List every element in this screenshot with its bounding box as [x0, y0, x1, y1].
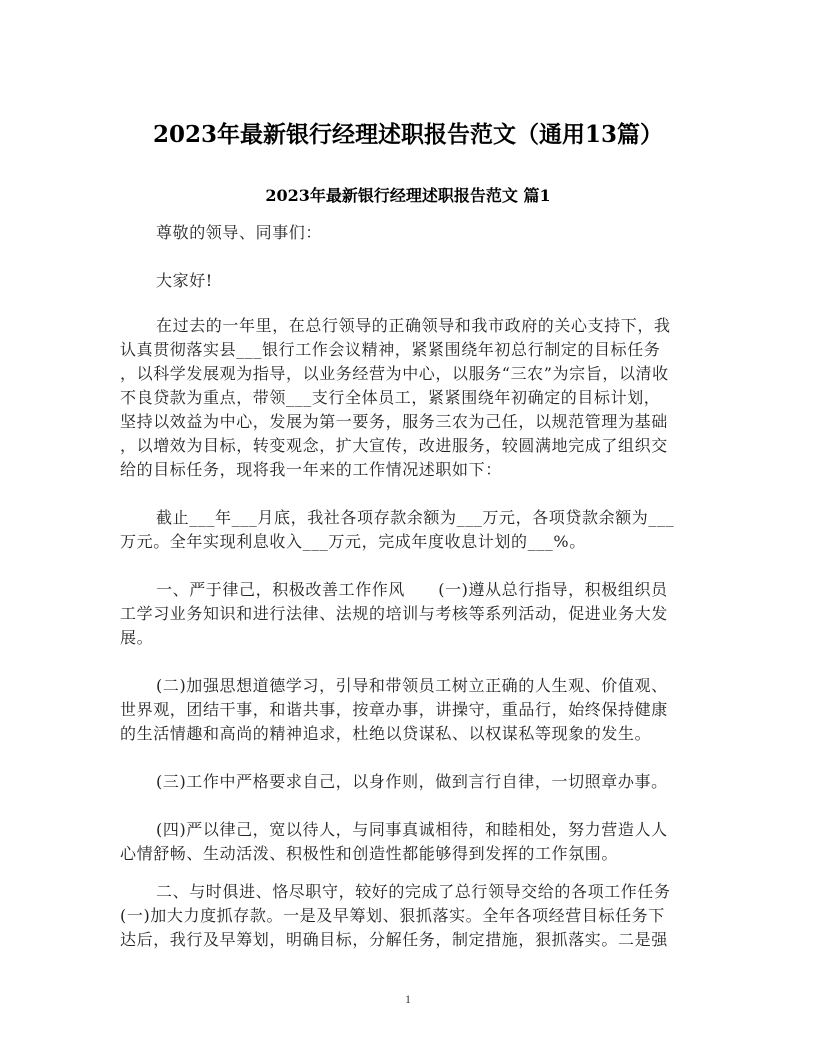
section-title: 2023年最新银行经理述职报告范文 篇1	[265, 186, 551, 205]
paragraph-line: (二)加强思想道德学习，引导和带领员工树立正确的人生观、价值观、	[156, 676, 668, 695]
paragraph-line: 二、与时俱进、恪尽职守，较好的完成了总行领导交给的各项工作任务	[156, 882, 671, 901]
paragraph-salutation: 尊敬的领导、同事们：	[156, 223, 323, 242]
paragraph-line: 不良贷款为重点，带领___支行全体员工，紧紧围绕年初确定的目标计划，	[120, 388, 661, 407]
paragraph-line: 展。	[120, 628, 154, 647]
paragraph-line: 达后，我行及早筹划，明确目标，分解任务，制定措施，狠抓落实。二是强	[120, 930, 668, 949]
page-number: 1	[405, 992, 411, 1006]
paragraph-line: 在过去的一年里，在总行领导的正确领导和我市政府的关心支持下，我	[156, 316, 671, 335]
paragraph-line: 的生活情趣和高尚的精神追求，杜绝以贷谋私、以权谋私等现象的发生。	[120, 724, 652, 743]
paragraph-line: ，以科学发展观为指导，以业务经营为中心，以服务“三农”为宗旨，以清收	[120, 364, 669, 383]
paragraph-line: 万元。全年实现利息收入___万元，完成年度收息计划的___%。	[120, 532, 586, 551]
paragraph-line: 坚持以效益为中心，发展为第一要务，服务三农为己任，以规范管理为基础	[120, 412, 668, 431]
paragraph-line: 心情舒畅、生动活泼、积极性和创造性都能够得到发挥的工作氛围。	[120, 844, 619, 863]
paragraph-line: 工学习业务知识和进行法律、法规的培训与考核等系列活动，促进业务大发	[120, 604, 668, 623]
paragraph-line: 世界观，团结干事，和谐共事，按章办事，讲操守，重品行，始终保持健康	[120, 700, 668, 719]
paragraph-line: 给的目标任务，现将我一年来的工作情况述职如下：	[120, 460, 502, 479]
document-title: 2023年最新银行经理述职报告范文（通用13篇）	[152, 121, 664, 148]
paragraph-line: 一、严于律己，积极改善工作作风 (一)遵从总行指导，积极组织员	[156, 580, 668, 599]
paragraph-greeting: 大家好!	[156, 271, 213, 290]
paragraph-line: 截止___年___月底，我社各项存款余额为___万元，各项贷款余额为___	[156, 508, 675, 527]
paragraph-line: (一)加大力度抓存款。一是及早筹划、狠抓落实。全年各项经营目标任务下	[120, 906, 665, 925]
paragraph-line: (三)工作中严格要求自己，以身作则，做到言行自律，一切照章办事。	[156, 772, 668, 791]
paragraph-line: ，以增效为目标，转变观念，扩大宣传，改进服务，较圆满地完成了组织交	[120, 436, 668, 455]
paragraph-line: 认真贯彻落实县___银行工作会议精神，紧紧围绕年初总行制定的目标任务	[120, 340, 661, 359]
paragraph-line: (四)严以律己，宽以待人，与同事真诚相待，和睦相处，努力营造人人	[156, 820, 668, 839]
